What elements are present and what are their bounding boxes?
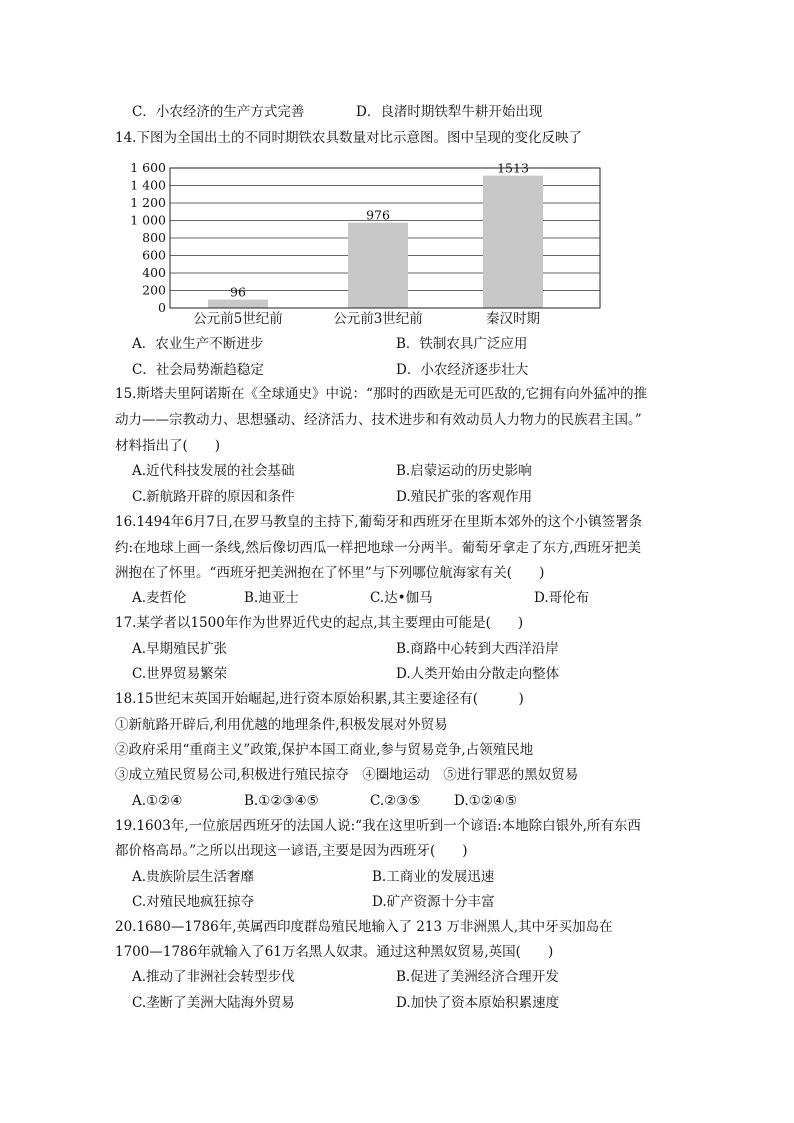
q16-stem-line1: 16.1494年6月7日,在罗马教皇的主持下,葡萄牙和西班牙在里斯本郊外的这个小镇签署条 — [115, 514, 643, 530]
q15-option-b: B.启蒙运动的历史影响 — [396, 463, 532, 479]
q17-option-a: A.早期殖民扩张 — [132, 641, 228, 657]
q14-option-b: B．铁制农具广泛应用 — [396, 336, 528, 352]
chart-y-tick-label: 800 — [142, 230, 166, 245]
chart-data-label-3: 1513 — [497, 160, 529, 176]
chart-y-ticks — [130, 160, 166, 315]
chart-data-label-2: 976 — [366, 207, 390, 223]
chart-y-tick-label: 0 — [158, 300, 166, 315]
q15-stem-line3: 材料指出了( ) — [115, 438, 221, 454]
chart-y-tick-label: 1 000 — [130, 212, 166, 228]
chart-y-tick-label: 1 200 — [130, 195, 166, 210]
q19-option-b: B.工商业的发展迅速 — [372, 869, 495, 885]
q15-option-c: C.新航路开辟的原因和条件 — [132, 489, 295, 505]
q19-stem-line2: 都价格高昂。”之所以出现这一谚语,主要是因为西班牙( ) — [115, 843, 468, 859]
q17-option-c: C.世界贸易繁荣 — [132, 666, 228, 682]
q16-option-b: B.迪亚士 — [244, 590, 299, 606]
q19-option-c: C.对殖民地疯狂掠夺 — [132, 894, 255, 910]
q14-stem: 14.下图为全国出土的不同时期铁农具数量对比示意图。图中呈现的变化反映了 — [115, 130, 582, 146]
chart-y-tick-label: 1 400 — [130, 177, 166, 193]
q20-option-a: A.推动了非洲社会转型步伐 — [132, 969, 295, 985]
chart-y-tick-label: 200 — [142, 282, 166, 298]
q16-stem-line2: 约:在地球上画一条线,然后像切西瓜一样把地球一分两半。葡萄牙拿走了东方,西班牙把美 — [115, 540, 642, 556]
q19-option-a: A.贵族阶层生活奢靡 — [132, 869, 255, 885]
chart-y-tick-label: 600 — [142, 247, 166, 263]
chart-bar-2 — [348, 223, 408, 308]
q18-option-d: D.①②④⑤ — [454, 793, 518, 809]
chart-x-tick-label-2: 公元前3世纪前 — [333, 311, 423, 327]
chart-x-tick-label-3: 秦汉时期 — [486, 311, 540, 327]
q16-option-c: C.达•伽马 — [370, 590, 433, 606]
q14-option-c: C．社会局势渐趋稳定 — [132, 362, 264, 378]
q14-option-d: D．小农经济逐步壮大 — [396, 362, 529, 378]
q17-stem: 17.某学者以1500年作为世界近代史的起点,其主要理由可能是( ) — [115, 615, 524, 631]
q13-option-c: C．小农经济的生产方式完善 — [132, 104, 305, 120]
q20-stem-line1: 20.1680—1786年,英属西印度群岛殖民地输入了 213 万非洲黑人,其中牙买加岛在 — [115, 919, 613, 935]
q17-option-b: B.商路中心转到大西洋沿岸 — [396, 641, 559, 657]
q14-option-a: A．农业生产不断进步 — [132, 336, 264, 352]
q15-stem-line2: 动力——宗教动力、思想骚动、经济活力、技术进步和有效动员人力物力的民族君主国。” — [115, 412, 642, 428]
q16-option-a: A.麦哲伦 — [132, 590, 187, 606]
chart-x-tick-label-1: 公元前5世纪前 — [193, 311, 283, 327]
q20-stem-line2: 1700—1786年就输入了61万名黑人奴隶。通过这种黑奴贸易,英国( ) — [115, 944, 554, 960]
chart-bar-1 — [208, 300, 268, 308]
chart-bar-3 — [483, 176, 543, 308]
q18-option-c: C.②③⑤ — [370, 793, 421, 809]
q18-item-2: ②政府采用“重商主义”政策,保护本国工商业,参与贸易竞争,占领殖民地 — [115, 742, 534, 758]
q20-option-b: B.促进了美洲经济合理开发 — [396, 969, 559, 985]
q17-option-d: D.人类开始由分散走向整体 — [396, 666, 560, 682]
iron-tools-bar-chart — [118, 158, 608, 330]
q18-option-a: A.①②④ — [132, 793, 183, 809]
q15-option-a: A.近代科技发展的社会基础 — [132, 463, 295, 479]
q20-option-d: D.加快了资本原始积累速度 — [396, 995, 560, 1011]
q18-stem: 18.15世纪末英国开始崛起,进行资本原始积累,其主要途径有( ) — [115, 691, 524, 707]
q19-stem-line1: 19.1603年,一位旅居西班牙的法国人说:“我在这里听到一个谚语:本地除白银外,所有东西 — [115, 818, 641, 834]
chart-x-ticks — [193, 311, 540, 327]
q15-option-d: D.殖民扩张的客观作用 — [396, 489, 533, 505]
q18-item-1: ①新航路开辟后,利用优越的地理条件,积极发展对外贸易 — [115, 717, 448, 733]
q18-item-3: ③成立殖民贸易公司,积极进行殖民掠夺 ④圈地运动 ⑤进行罪恶的黑奴贸易 — [115, 767, 579, 783]
chart-bars — [208, 176, 543, 308]
q16-option-d: D.哥伦布 — [534, 590, 590, 606]
q16-stem-line3: 洲抱在了怀里。“西班牙把美洲抱在了怀里”与下列哪位航海家有关( ) — [115, 565, 545, 581]
chart-data-label-1: 96 — [230, 284, 246, 300]
q19-option-d: D.矿产资源十分丰富 — [372, 894, 495, 910]
q18-option-b: B.①②③④⑤ — [244, 793, 319, 809]
q13-option-d: D．良渚时期铁犁牛耕开始出现 — [356, 104, 543, 120]
q15-stem-line1: 15.斯塔夫里阿诺斯在《全球通史》中说：“那时的西欧是无可匹敌的,它拥有向外猛冲的推 — [115, 386, 648, 402]
q20-option-c: C.垄断了美洲大陆海外贸易 — [132, 995, 295, 1011]
chart-y-tick-label: 400 — [142, 265, 166, 280]
chart-y-tick-label: 1 600 — [130, 160, 166, 175]
